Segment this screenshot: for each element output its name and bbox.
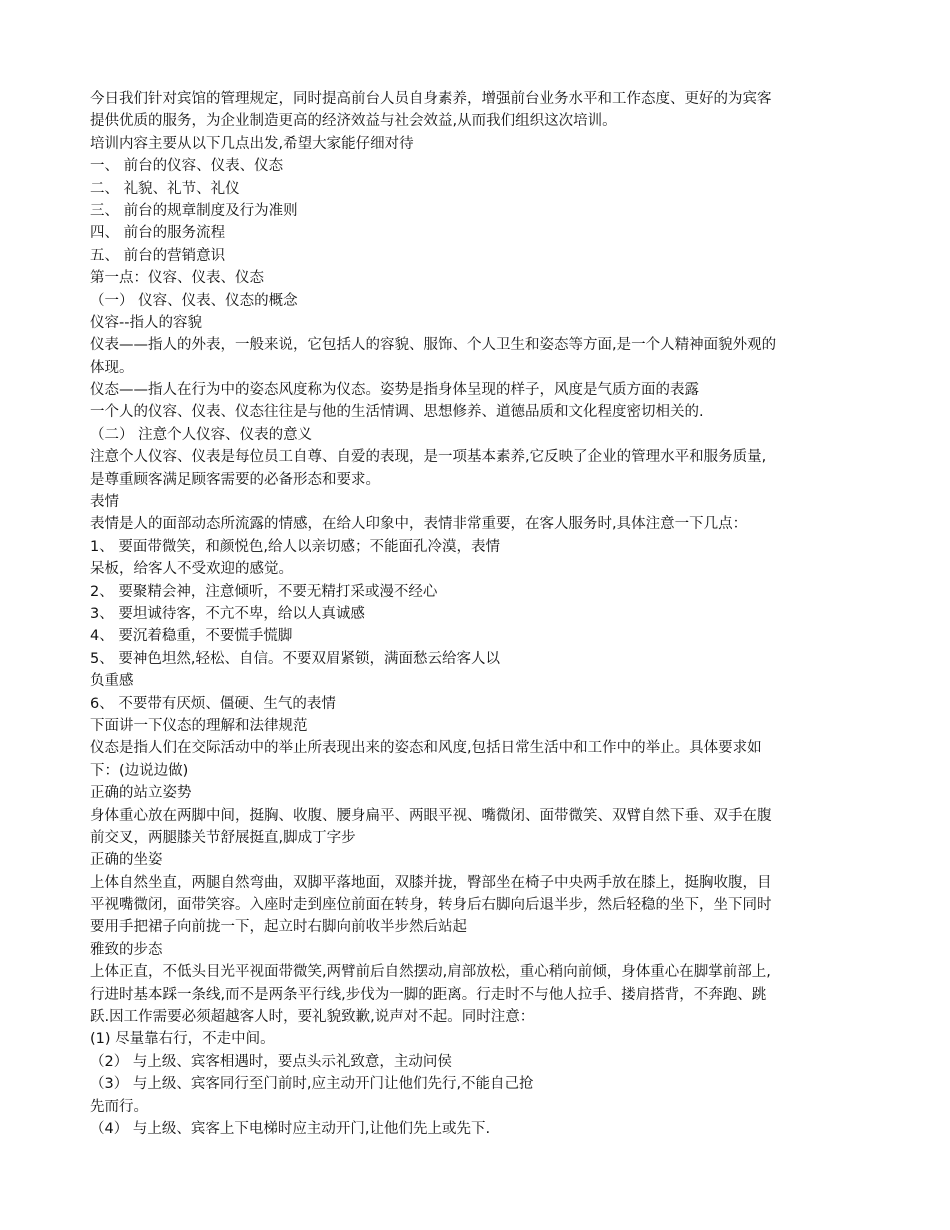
definition-line: 仪容--指人的容貌 [90,314,202,331]
outline-item-2: 二、 礼貌、礼节、礼仪 [90,180,240,197]
topic-heading-walking: 雅致的步态 [90,941,163,958]
intro-line-2: 提供优质的服务，为企业制造更高的经济效益与社会效益,从而我们组织这次培训。 [90,113,617,130]
list-item: （2） 与上级、宾客相遇时，要点头示礼致意，主动问侯 [90,1053,452,1070]
list-item: （3） 与上级、宾客同行至门前时,应主动开门让他们先行,不能自己抢 [90,1076,534,1093]
list-item: 6、 不要带有厌烦、僵硬、生气的表情 [90,695,336,712]
list-item-continuation: 呆板，给客人不受欢迎的感觉。 [90,561,293,578]
paragraph-line: 前交叉，两腿膝关节舒展挺直,脚成丁字步 [90,829,356,846]
intro-line-1: 今日我们针对宾馆的管理规定，同时提高前台人员自身素养，增强前台业务水平和工作态度、更好的为宾客 [90,91,772,107]
paragraph-line: 是尊重顾客满足顾客需要的必备形态和要求。 [90,471,380,488]
list-item: (1) 尽量靠右行，不走中间。 [90,1031,275,1048]
paragraph-line: 注意个人仪容、仪表是每位员工自尊、自爱的表现，是一项基本素养,它反映了企业的管理水平和服务质量, [90,449,767,466]
list-item: （4） 与上级、宾客上下电梯时应主动开门,让他们先上或先下. [90,1120,491,1137]
topic-heading-expression: 表情 [90,494,119,511]
list-item-continuation: 负重感 [90,673,134,690]
paragraph-line: 上体自然坐直，两腿自然弯曲，双脚平落地面，双膝并拢，臀部坐在椅子中央两手放在膝上，挺胸收腹，目 [90,874,772,891]
paragraph-line: 行进时基本踩一条线,而不是两条平行线,步伐为一脚的距离。行走时不与他人拉手、搂肩搭背，不奔跑、跳 [90,986,767,1003]
subsection-heading-2: （二） 注意个人仪容、仪表的意义 [90,426,313,443]
outline-item-5: 五、 前台的营销意识 [90,247,226,264]
paragraph-line: 表情是人的面部动态所流露的情感，在给人印象中，表情非常重要，在客人服务时,具体注意一下几点： [90,516,748,533]
list-item-continuation: 先而行。 [90,1098,148,1115]
training-content-intro: 培训内容主要从以下几点出发,希望大家能仔细对待 [90,135,414,152]
paragraph-line: 一个人的仪容、仪表、仪态往往是与他的生活情调、思想修养、道德品质和文化程度密切相关的. [90,404,704,421]
outline-item-1: 一、 前台的仪容、仪表、仪态 [90,158,284,175]
paragraph-line: 下：(边说边做) [90,762,189,779]
topic-heading-standing: 正确的站立姿势 [90,785,192,802]
paragraph-line: 跃.因工作需要必须超越客人时，要礼貌致歉,说声对不起。同时注意： [90,1009,535,1026]
section-heading-1: 第一点：仪容、仪表、仪态 [90,270,264,287]
paragraph-line: 上体正直，不低头目光平视面带微笑,两臂前后自然摆动,肩部放松，重心稍向前倾，身体重心在脚掌前部上, [90,964,771,981]
definition-line: 仪表——指人的外表，一般来说，它包括人的容貌、服饰、个人卫生和姿态等方面,是一个人精神面貌外观的 [90,337,777,354]
topic-heading-sitting: 正确的坐姿 [90,852,163,869]
list-item: 5、 要神色坦然,轻松、自信。不要双眉紧锁，满面愁云给客人以 [90,650,500,667]
definition-line: 仪态——指人在行为中的姿态风度称为仪态。姿势是指身体呈现的样子，风度是气质方面的表露 [90,382,699,399]
paragraph-line: 仪态是指人们在交际活动中的举止所表现出来的姿态和风度,包括日常生活中和工作中的举止。具体要求如 [90,740,762,757]
list-item: 1、 要面带微笑，和颜悦色,给人以亲切感；不能面孔冷漠，表情 [90,538,500,555]
definition-line: 体现。 [90,359,134,376]
outline-item-3: 三、 前台的规章制度及行为准则 [90,202,298,219]
list-item: 4、 要沉着稳重，不要慌手慌脚 [90,628,293,645]
paragraph-line: 平视嘴微闭，面带笑容。入座时走到座位前面在转身，转身后右脚向后退半步，然后轻稳的坐下，坐下同时 [90,897,772,914]
paragraph-line: 下面讲一下仪态的理解和法律规范 [90,717,308,734]
paragraph-line: 身体重心放在两脚中间，挺胸、收腹、腰身扁平、两眼平视、嘴微闭、面带微笑、双臂自然下垂、双手在腹 [90,807,772,824]
subsection-heading-1: （一） 仪容、仪表、仪态的概念 [90,292,298,309]
outline-item-4: 四、 前台的服务流程 [90,225,226,242]
list-item: 3、 要坦诚待客，不亢不卑，给以人真诚感 [90,605,365,622]
paragraph-line: 要用手把裙子向前拢一下，起立时右脚向前收半步然后站起 [90,919,467,936]
document-body [90,88,870,1140]
list-item: 2、 要聚精会神，注意倾听，不要无精打采或漫不经心 [90,583,438,600]
